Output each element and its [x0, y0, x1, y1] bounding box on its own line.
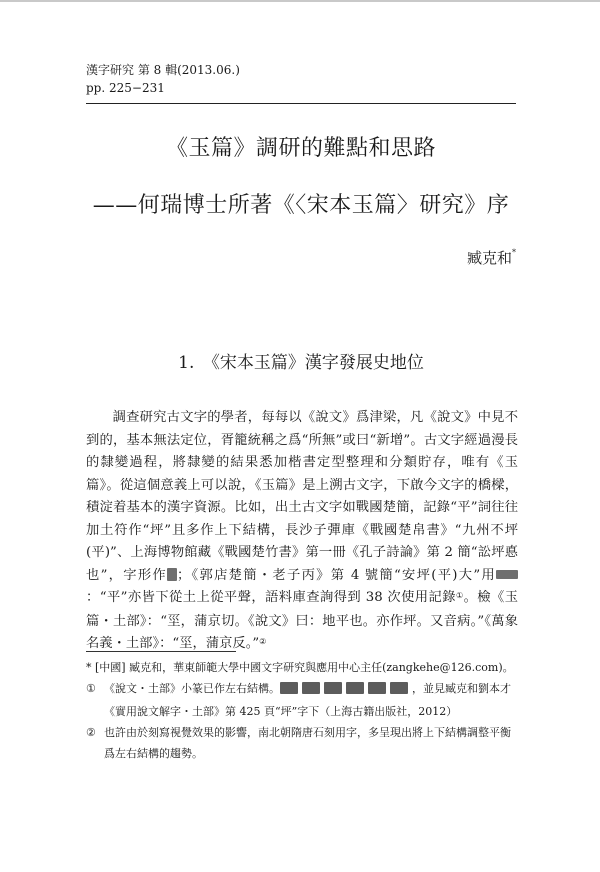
author: [467, 247, 516, 268]
main-title: 《玉篇》調研的難點和思路: [165, 136, 436, 161]
footnote-2-text: 也許由於刻寫視覺效果的影響，南北朝隋唐石刻用字，多呈現出將上下結構調整平衡爲左右結構的趨勢。: [104, 726, 511, 760]
seal-character-image: [346, 682, 364, 694]
seal-character-image: [302, 682, 320, 694]
seal-script-images: [280, 680, 412, 701]
footnote-ref-1[interactable]: ①: [455, 591, 464, 600]
subtitle: ——何瑞博士所著《〈宋本玉篇〉研究》序: [92, 193, 510, 218]
footnote-ref-2[interactable]: ②: [259, 637, 267, 646]
seal-character-image: [280, 682, 298, 694]
footnotes: [86, 657, 518, 764]
running-header: [86, 61, 240, 97]
header-divider: [86, 103, 516, 104]
body-text-2: ；《郭店楚簡・老子丙》第 4 號簡“安坪(平)大”用: [177, 567, 496, 583]
body-paragraph: [86, 407, 518, 657]
footnote-author: * [中國] 臧克和，華東師範大學中國文字研究與應用中心主任(zangkehe@126.com)。: [86, 661, 514, 674]
seal-character-image: [390, 682, 408, 694]
author-name: 臧克和: [466, 249, 512, 267]
body-text-4: 。檢《玉篇・土部》：“坙，蒲京切。《說文》曰：地平也。亦作坪。又音病。”《萬象名義・土部》：“坙，蒲京反。”: [86, 590, 519, 651]
page-top-border: [0, 0, 600, 2]
footnote-1-mark: ①: [86, 682, 96, 695]
seal-character-image: [368, 682, 386, 694]
section-heading: 1. 《宋本玉篇》漢字發展史地位: [178, 353, 424, 373]
journal-info: 漢字研究 第 8 輯(2013.06.): [86, 63, 240, 77]
body-text-3: ：“平”亦皆下從土上從平聲，語料庫查詢得到 38 次使用記錄: [86, 590, 456, 605]
footnote-2: [86, 722, 518, 764]
footnote-1-text-b: ，並見臧克和劉本才《實用說文解字・土部》第 425 頁“坪”字下（上海古籍出版社，2012）: [104, 682, 511, 718]
seal-character-image: [324, 682, 342, 694]
footnote-1: [86, 678, 518, 722]
guodian-slip-character-image: [496, 570, 518, 579]
footnote-2-mark: ②: [86, 726, 96, 739]
page-range: pp. 225−231: [86, 81, 165, 95]
footnote-1-text-a: 《說文・土部》小篆已作左右結構。: [104, 682, 280, 695]
author-footnote-mark: *: [512, 248, 516, 257]
bamboo-slip-character-image: [167, 568, 177, 581]
body-text-1: 調查研究古文字的學者，每每以《說文》爲津梁，凡《說文》中見不到的，基本無法定位，胥籠統稱之爲“所無”或曰“新增”。古文字經過漫長的隸變過程，將隸變的結果悉加楷書定型整理和分類貯存，唯有《玉篇》。從這個意義上可以說，《玉篇》是上溯古文字，下啟今文字的橋樑，積淀着基本的漢字資源。比如，出土古文字如戰國楚簡，記錄“平”詞往往加土符作“坪”且多作上下結構，長沙子彈庫《戰國楚帛書》“九州不坪(平)”、上海博物館藏《戰國楚竹書》第一冊《孔子詩論》第 2 簡“訟坪悳也”，字形作: [86, 410, 518, 583]
footnote-divider: [86, 651, 236, 652]
